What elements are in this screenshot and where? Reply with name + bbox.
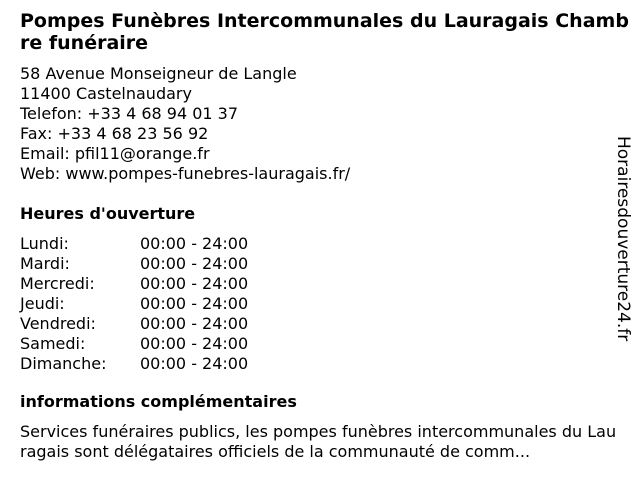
day-label: Lundi: xyxy=(20,234,69,253)
hours-heading: Heures d'ouverture xyxy=(20,204,196,223)
time-range: 00:00 - 24:00 xyxy=(140,274,249,293)
time-range: 00:00 - 24:00 xyxy=(140,334,249,353)
hours-row xyxy=(20,254,248,274)
email-address[interactable]: Email: pfil11@orange.fr xyxy=(20,144,210,163)
city-postcode: 11400 Castelnaudary xyxy=(20,84,192,103)
fax-number: Fax: +33 4 68 23 56 92 xyxy=(20,124,209,143)
day-label: Samedi: xyxy=(20,334,86,353)
day-label: Mardi: xyxy=(20,254,70,273)
day-label: Mercredi: xyxy=(20,274,95,293)
day-label: Vendredi: xyxy=(20,314,96,333)
day-label: Jeudi: xyxy=(20,294,65,313)
time-range: 00:00 - 24:00 xyxy=(140,254,249,273)
hours-row xyxy=(20,234,248,254)
street-address: 58 Avenue Monseigneur de Langle xyxy=(20,64,297,83)
day-label: Dimanche: xyxy=(20,354,107,373)
time-range: 00:00 - 24:00 xyxy=(140,294,249,313)
business-name: Pompes Funèbres Intercommunales du Lauragais Chambre funéraire xyxy=(20,10,629,54)
hours-row xyxy=(20,274,248,294)
time-range: 00:00 - 24:00 xyxy=(140,354,249,373)
contact-block xyxy=(20,64,616,184)
hours-row xyxy=(20,314,248,334)
website-link[interactable]: Web: www.pompes-funebres-lauragais.fr/ xyxy=(20,164,351,183)
hours-row xyxy=(20,354,248,374)
info-description: Services funéraires publics, les pompes funèbres intercommunales du Lauragais sont délégataires officiels de la communauté de comm... xyxy=(20,422,617,461)
site-watermark: Horairesdouverture24.fr xyxy=(613,136,633,342)
hours-row xyxy=(20,294,248,314)
hours-row xyxy=(20,334,248,354)
info-heading: informations complémentaires xyxy=(20,392,297,411)
time-range: 00:00 - 24:00 xyxy=(140,234,249,253)
hours-table xyxy=(20,234,248,374)
time-range: 00:00 - 24:00 xyxy=(140,314,249,333)
phone-number[interactable]: Telefon: +33 4 68 94 01 37 xyxy=(20,104,239,123)
